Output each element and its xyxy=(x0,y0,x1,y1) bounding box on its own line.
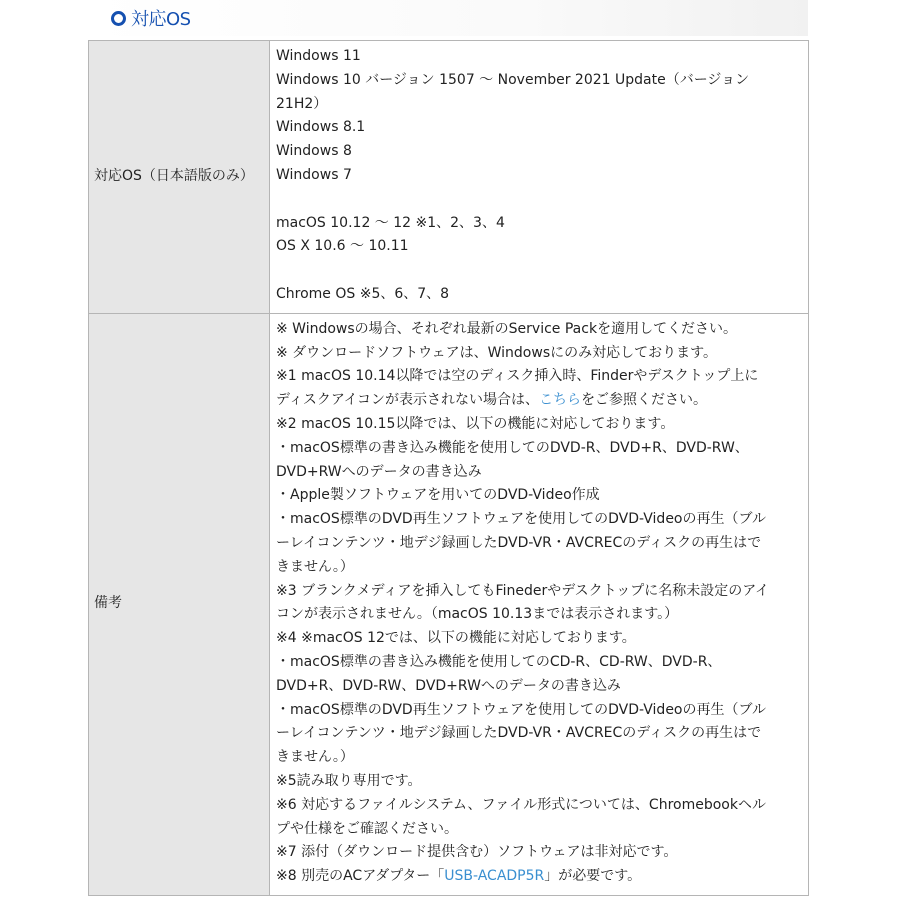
content-line: macOS 10.12 ～ 12 ※1、2、3、4 xyxy=(276,214,505,231)
content-line: Chrome OS ※5、6、7、8 xyxy=(276,285,450,302)
content-line: ーレイコンテンツ・地デジ録画したDVD-VR・AVCRECのディスクの再生はで xyxy=(276,725,762,742)
content-line xyxy=(276,865,802,889)
content-line: ※6 対応するファイルシステム、ファイル形式については、Chromebookヘル xyxy=(276,796,766,813)
line-text: ディスクアイコンが表示されない場合は、 xyxy=(276,392,540,409)
line-text: をご参照ください。 xyxy=(581,392,708,409)
content-line: ※5読み取り専用です。 xyxy=(276,772,422,789)
line-text: ※8 別売のACアダプター「 xyxy=(276,868,445,885)
content-line: OS X 10.6 ～ 10.11 xyxy=(276,238,409,255)
content-line: ーレイコンテンツ・地デジ録画したDVD-VR・AVCRECのディスクの再生はで xyxy=(276,534,762,551)
content-line xyxy=(276,188,802,212)
section-title: 対応OS xyxy=(131,9,191,30)
content-line: ・macOS標準の書き込み機能を使用してのCD-R、CD-RW、DVD-R、 xyxy=(276,653,722,670)
content-line: ※7 添付（ダウンロード提供含む）ソフトウェアは非対応です。 xyxy=(276,844,678,861)
row-content xyxy=(270,41,809,314)
content-line: ※ ダウンロードソフトウェアは、Windowsにのみ対応しております。 xyxy=(276,344,717,361)
inline-link[interactable]: こちら xyxy=(539,392,582,409)
spec-table xyxy=(88,40,809,896)
content-line: プや仕様をご確認ください。 xyxy=(276,820,458,837)
content-line xyxy=(276,259,802,283)
content-line: ・macOS標準の書き込み機能を使用してのDVD-R、DVD+R、DVD-RW、 xyxy=(276,439,749,456)
content-line: ※4 ※macOS 12では、以下の機能に対応しております。 xyxy=(276,630,636,647)
table-row xyxy=(89,41,809,314)
content-line: ※2 macOS 10.15以降では、以下の機能に対応しております。 xyxy=(276,415,675,432)
row-content xyxy=(270,313,809,895)
inline-link[interactable]: USB-ACADP5R xyxy=(444,868,545,885)
row-header: 備考 xyxy=(89,313,270,895)
content-line: Windows 10 バージョン 1507 ～ November 2021 Update（バージョン xyxy=(276,71,750,88)
content-line: ※ Windowsの場合、それぞれ最新のService Packを適用してください。 xyxy=(276,320,738,337)
line-text: 」が必要です。 xyxy=(544,868,642,885)
content-line: コンが表示されません。（macOS 10.13までは表示されます。） xyxy=(276,606,679,623)
table-row xyxy=(89,313,809,895)
content-line: Windows 8 xyxy=(276,143,352,160)
row-header: 対応OS（日本語版のみ） xyxy=(89,41,270,314)
content-line: Windows 11 xyxy=(276,48,361,64)
section-heading xyxy=(88,0,808,36)
content-line: ※3 ブランクメディアを挿入してもFinederやデスクトップに名称未設定のアイ xyxy=(276,582,769,599)
content-line: ・Apple製ソフトウェアを用いてのDVD-Video作成 xyxy=(276,487,600,504)
content-line: きません。） xyxy=(276,749,354,766)
content-line: DVD+RWへのデータの書き込み xyxy=(276,463,482,480)
circle-bullet-icon xyxy=(111,11,126,26)
content-line: DVD+R、DVD-RW、DVD+RWへのデータの書き込み xyxy=(276,677,621,694)
content-line: Windows 7 xyxy=(276,166,352,183)
content-line: Windows 8.1 xyxy=(276,119,366,136)
content-line: ・macOS標準のDVD再生ソフトウェアを使用してのDVD-Videoの再生（ブル xyxy=(276,511,766,528)
content-line xyxy=(276,389,802,413)
content-line: ・macOS標準のDVD再生ソフトウェアを使用してのDVD-Videoの再生（ブル xyxy=(276,701,766,718)
content-line: 21H2） xyxy=(276,95,328,112)
content-line: きません。） xyxy=(276,558,354,575)
content-line: ※1 macOS 10.14以降では空のディスク挿入時、Finderやデスクトップ上に xyxy=(276,368,759,385)
